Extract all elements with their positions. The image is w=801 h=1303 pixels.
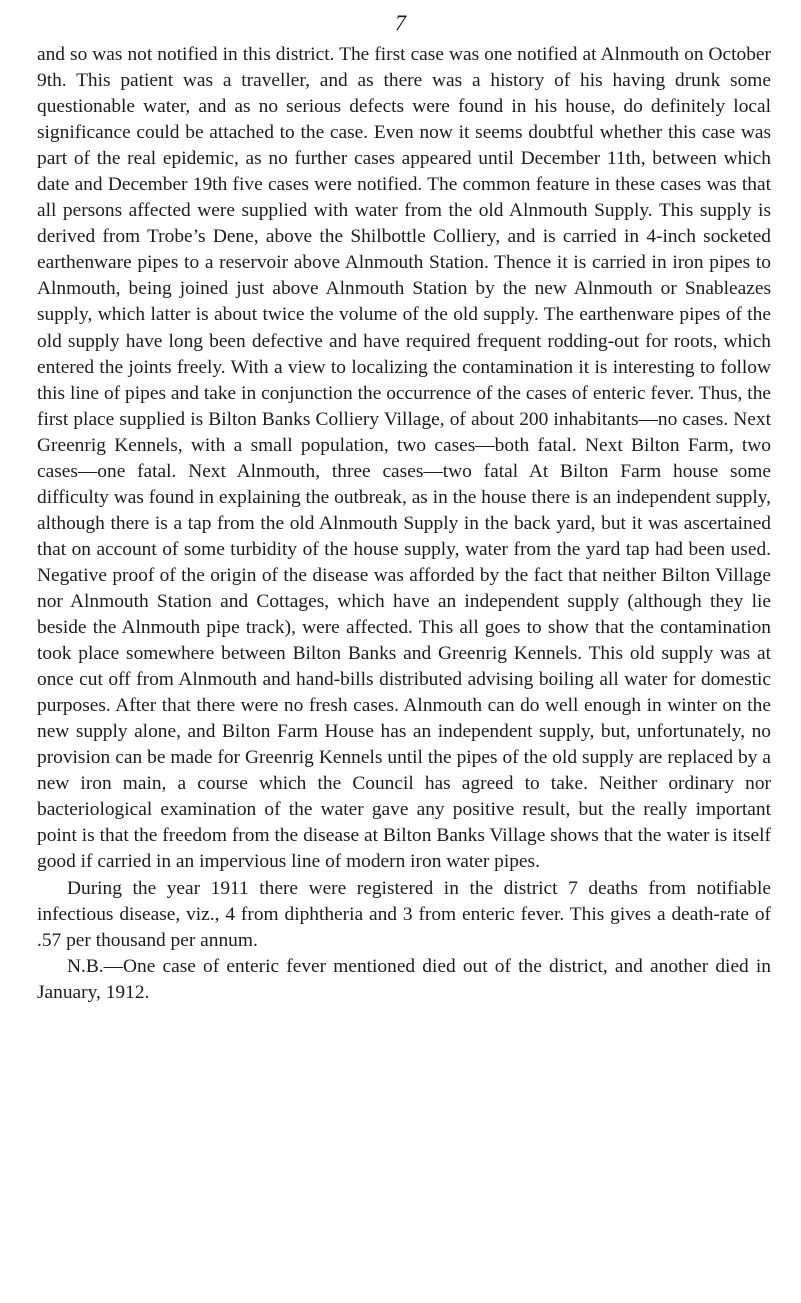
body-text	[37, 42, 771, 1006]
paragraph-death-statistics: During the year 1911 there were registered in the district 7 deaths from notifiable infectious disease, viz., 4 from diphtheria and 3 from enteric fever. This gives a death-rate of .57 per thousand per annum.	[37, 877, 771, 951]
paragraph-nota-bene: N.B.—One case of enteric fever mentioned died out of the district, and another died in January, 1912.	[37, 955, 771, 1003]
paragraph-enteric-outbreak: and so was not notified in this district. The first case was one notified at Alnmouth on October 9th. This patient was a traveller, and as there was a history of his having drunk some questionable water, and as no serious defects were found in his house, do definitely local significance could be attached to the case. Even now it seems doubtful whether this case was part of the real epidemic, as no further cases appeared until December 11th, between which date and December 19th five cases were notified. The common feature in these cases was that all persons affected were supplied with water from the old Alnmouth Supply. This supply is derived from Trobe’s Dene, above the Shilbottle Colliery, and is carried in 4-inch socketed earthenware pipes to a reservoir above Alnmouth Station. Thence it is carried in iron pipes to Alnmouth, being joined just above Alnmouth Station by the new Alnmouth or Snableazes supply, which latter is about twice the volume of the old supply. The earthenware pipes of the old supply have long been defective and have required frequent rodding-out for roots, which entered the joints freely. With a view to localizing the contamination it is interesting to follow this line of pipes and take in conjunction the occurrence of the cases of enteric fever. Thus, the first place supplied is Bilton Banks Colliery Village, of about 200 inhabitants—no cases. Next Greenrig Kennels, with a small population, two cases—both fatal. Next Bilton Farm, two cases—one fatal. Next Alnmouth, three cases—two fatal At Bilton Farm house some difficulty was found in explaining the outbreak, as in the house there is an independent supply, although there is a tap from the old Alnmouth Supply in the back yard, but it was ascertained that on account of some turbidity of the house supply, water from the yard tap had been used. Negative proof of the origin of the disease was afforded by the fact that neither Bilton Village nor Alnmouth Station and Cottages, which have an independent supply (although they lie beside the Alnmouth pipe track), were affected. This all goes to show that the contamination took place somewhere between Bilton Banks and Greenrig Kennels. This old supply was at once cut off from Alnmouth and hand-bills distributed advising boiling all water for domestic purposes. After that there were no fresh cases. Alnmouth can do well enough in winter on the new supply alone, and Bilton Farm House has an independent supply, but, unfortunately, no provision can be made for Greenrig Kennels until the pipes of the old supply are replaced by a new iron main, a course which the Council has agreed to take. Neither ordinary nor bacteriological examination of the water gave any positive result, but the really important point is that the freedom from the disease at Bilton Banks Village shows that the water is itself good if carried in an impervious line of modern iron water pipes.	[37, 44, 771, 873]
page-number: 7	[395, 10, 406, 35]
